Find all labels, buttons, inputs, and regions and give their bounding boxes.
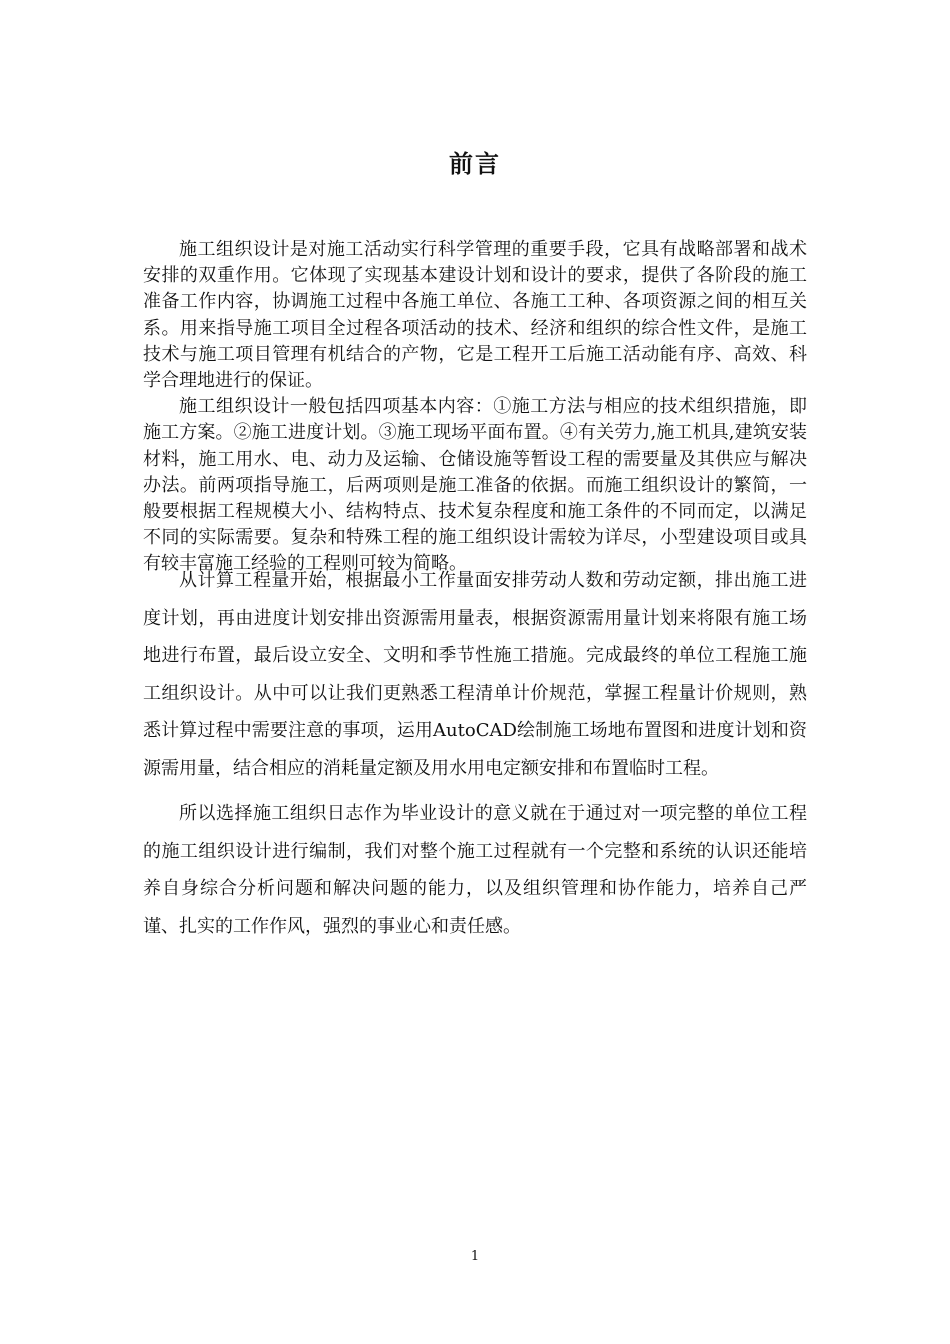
paragraph-1: 施工组织设计是对施工活动实行科学管理的重要手段，它具有战略部署和战术安排的双重作用。它体现了实现基本建设计划和设计的要求，提供了各阶段的施工准备工作内容，协调施工过程中各施工单位、各施工工种、各项资源之间的相互关系。用来指导施工项目全过程各项活动的技术、经济和组织的综合性文件，是施工技术与施工项目管理有机结合的产物，它是工程开工后施工活动能有序、高效、科学合理地进行的保证。 <box>143 239 807 392</box>
intro-section-spaced <box>143 562 807 945</box>
paragraph-4: 所以选择施工组织日志作为毕业设计的意义就在于通过对一项完整的单位工程的施工组织设计进行编制，我们对整个施工过程就有一个完整和系统的认识还能培养自身综合分析问题和解决问题的能力，以及组织管理和协作能力，培养自己严谨、扎实的工作作风，强烈的事业心和责任感。 <box>143 803 807 937</box>
page-title: 前言 <box>449 150 501 178</box>
paragraph-3: 从计算工程量开始，根据最小工作量面安排劳动人数和劳动定额，排出施工进度计划，再由进度计划安排出资源需用量表，根据资源需用量计划来将限有施工场地进行布置，最后设立安全、文明和季节性施工措施。完成最终的单位工程施工施工组织设计。从中可以让我们更熟悉工程清单计价规范，掌握工程量计价规则，熟悉计算过程中需要注意的事项，运用AutoCAD绘制施工场地布置图和进度计划和资源需用量，结合相应的消耗量定额及用水用电定额安排和布置临时工程。 <box>143 570 807 779</box>
paragraph-2: 施工组织设计一般包括四项基本内容：①施工方法与相应的技术组织措施，即施工方案。②施工进度计划。③施工现场平面布置。④有关劳力,施工机具,建筑安装材料，施工用水、电、动力及运输、仓储设施等暂设工程的需要量及其供应与解决办法。前两项指导施工，后两项则是施工准备的依据。而施工组织设计的繁简，一般要根据工程规模大小、结构特点、技术复杂程度和施工条件的不同而定，以满足不同的实际需要。复杂和特殊工程的施工组织设计需较为详尽，小型建设项目或具有较丰富施工经验的工程则可较为简略。 <box>143 396 807 575</box>
page-number: 1 <box>470 1249 480 1264</box>
intro-section-compact <box>143 237 807 578</box>
